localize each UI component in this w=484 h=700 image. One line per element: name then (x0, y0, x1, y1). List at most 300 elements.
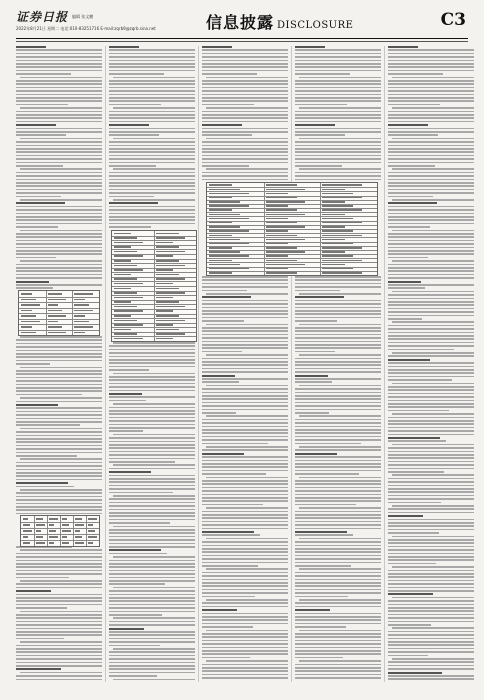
text-line (20, 138, 102, 140)
text-line (295, 633, 381, 635)
text-line (388, 440, 446, 442)
text-line (295, 364, 381, 366)
text-line (109, 87, 195, 89)
text-line (202, 117, 288, 119)
text-line (109, 546, 195, 548)
text-line (109, 420, 195, 422)
text-line (295, 90, 381, 92)
text-line (16, 104, 68, 106)
text-line (202, 494, 288, 496)
text-line (388, 311, 474, 313)
text-line (299, 507, 381, 509)
text-line (388, 529, 474, 531)
text-line (202, 402, 288, 404)
text-line (113, 373, 195, 375)
text-line (109, 532, 195, 534)
text-line (388, 209, 474, 211)
text-line (109, 624, 195, 626)
table-cell (209, 239, 240, 241)
table-cell (156, 233, 179, 235)
text-line (16, 452, 102, 454)
text-line (388, 172, 474, 174)
text-line (388, 49, 474, 51)
text-line (16, 73, 71, 75)
text-line (392, 138, 474, 140)
table-cell (156, 329, 179, 331)
table-cell (21, 304, 40, 306)
text-line (206, 324, 288, 326)
text-line (295, 162, 381, 164)
table-cell (75, 518, 82, 520)
text-line (388, 678, 474, 680)
text-line (20, 230, 102, 232)
text-line (295, 371, 381, 373)
table-cell (322, 209, 362, 211)
paragraph-heading (16, 590, 51, 592)
text-line (16, 634, 102, 636)
table-cell (266, 247, 297, 249)
text-line (109, 104, 161, 106)
text-line (16, 185, 102, 187)
text-line (20, 107, 102, 109)
text-line (16, 414, 102, 416)
text-line (20, 672, 102, 674)
table-cell (114, 306, 137, 308)
text-line (202, 572, 288, 574)
text-line (388, 56, 474, 58)
text-line (109, 206, 195, 208)
text-line (388, 607, 474, 609)
table-cell (114, 269, 143, 271)
text-line (295, 439, 381, 441)
text-line (295, 361, 381, 363)
table-cell (49, 542, 54, 544)
text-line (295, 73, 350, 75)
text-line (202, 490, 288, 492)
text-line (16, 377, 102, 379)
text-line (109, 492, 173, 494)
text-line (109, 553, 167, 555)
text-line (202, 647, 288, 649)
text-line (202, 83, 288, 85)
text-line (295, 165, 342, 167)
text-line (109, 352, 195, 354)
table-cell (88, 524, 93, 526)
paragraph-heading (295, 124, 335, 126)
text-line (109, 611, 195, 613)
text-line (16, 560, 102, 562)
table-cell (209, 255, 249, 257)
text-line (16, 277, 102, 279)
text-line (109, 668, 195, 670)
column-divider (198, 46, 199, 682)
text-line (202, 579, 288, 581)
text-line (20, 458, 102, 460)
table-row-divider (19, 308, 99, 309)
text-line (16, 287, 53, 289)
text-line (109, 226, 151, 228)
text-line (295, 602, 381, 604)
text-line (109, 356, 195, 358)
text-line (109, 447, 195, 449)
text-line (388, 308, 474, 310)
text-line (202, 172, 288, 174)
text-line (109, 536, 195, 538)
table-cell (48, 293, 63, 295)
paragraph-heading (202, 124, 242, 126)
text-line (388, 563, 436, 565)
text-line (109, 94, 195, 96)
text-line (202, 412, 236, 414)
text-line (202, 87, 288, 89)
text-line (295, 640, 381, 642)
text-line (109, 53, 195, 55)
text-line (16, 247, 102, 249)
text-line (202, 497, 288, 499)
text-line (20, 199, 102, 201)
text-line (388, 580, 474, 582)
text-line (388, 97, 474, 99)
table-cell (75, 536, 82, 538)
text-line (16, 465, 102, 467)
text-line (388, 461, 474, 463)
text-line (295, 562, 381, 564)
text-line (16, 553, 102, 555)
table-cell (209, 272, 232, 274)
text-line (202, 589, 288, 591)
text-line (16, 506, 102, 508)
text-line (113, 617, 195, 619)
text-line (202, 409, 288, 411)
text-line (16, 624, 102, 626)
text-line (16, 441, 102, 443)
text-line (109, 192, 195, 194)
text-line (295, 582, 381, 584)
text-line (388, 549, 474, 551)
text-line (295, 426, 381, 428)
text-line (392, 505, 474, 507)
table-cell (114, 237, 137, 239)
text-line (295, 677, 381, 679)
table-cell (36, 536, 43, 538)
text-line (388, 298, 474, 300)
table-cell (62, 530, 71, 532)
text-line (295, 589, 381, 591)
data-table (111, 230, 197, 342)
text-line (295, 300, 381, 302)
text-line (16, 563, 102, 565)
text-line (295, 313, 381, 315)
section-title-cn: 信息披露 (206, 13, 275, 32)
text-line (109, 583, 165, 585)
text-line (202, 650, 288, 652)
paragraph-heading (295, 375, 328, 377)
page-header (16, 8, 468, 42)
text-line (16, 360, 102, 362)
text-line (113, 679, 195, 681)
text-line (202, 378, 288, 380)
table-cell (156, 288, 179, 290)
table-cell (74, 326, 93, 328)
text-line (388, 90, 474, 92)
paragraph-heading (295, 46, 325, 48)
table-cell (322, 272, 362, 274)
text-line (388, 196, 433, 198)
table-cell (114, 338, 143, 340)
text-line (202, 134, 252, 136)
text-line (388, 464, 474, 466)
text-line (16, 284, 102, 286)
text-line (16, 80, 102, 82)
table-cell (156, 274, 179, 276)
text-line (295, 368, 381, 370)
table-cell (266, 197, 297, 199)
text-line (109, 128, 195, 130)
text-line (392, 321, 474, 323)
text-line (109, 413, 195, 415)
text-line (388, 502, 441, 504)
table-cell (114, 242, 143, 244)
table-cell (48, 310, 63, 312)
table-cell (74, 332, 85, 334)
table-cell (21, 299, 36, 301)
text-line (388, 104, 440, 106)
text-line (388, 478, 474, 480)
table-cell (322, 268, 353, 270)
paragraph-heading (16, 124, 56, 126)
text-line (295, 497, 381, 499)
text-line (202, 63, 288, 65)
text-line (202, 121, 288, 123)
text-line (16, 577, 69, 579)
text-line (202, 73, 257, 75)
text-line (202, 371, 288, 373)
text-line (295, 317, 381, 319)
text-line (295, 463, 381, 465)
text-line (109, 427, 195, 429)
text-line (202, 456, 288, 458)
table-cell (209, 184, 232, 186)
text-line (109, 441, 195, 443)
text-line (202, 528, 288, 530)
table-cell (48, 321, 59, 323)
text-line (388, 600, 474, 602)
text-line (388, 651, 474, 653)
text-line (16, 56, 102, 58)
text-line (295, 83, 381, 85)
text-line (295, 409, 381, 411)
text-line (202, 175, 288, 177)
text-line (388, 213, 474, 215)
text-line (109, 638, 195, 640)
text-line (388, 675, 474, 677)
table-column-divider (47, 516, 48, 546)
text-line (109, 56, 195, 58)
table-cell (209, 235, 232, 237)
paragraph-heading (388, 359, 430, 361)
text-line (16, 66, 102, 68)
text-line (202, 388, 288, 390)
text-line (109, 131, 195, 133)
table-cell (48, 304, 59, 306)
text-line (109, 662, 195, 664)
text-line (206, 77, 288, 79)
text-line (295, 388, 381, 390)
text-line (388, 111, 474, 113)
text-line (388, 189, 474, 191)
paragraph-heading (16, 46, 46, 48)
paragraph-heading (388, 281, 421, 283)
text-line (202, 439, 288, 441)
text-line (299, 599, 381, 601)
text-line (16, 158, 102, 160)
text-line (109, 209, 195, 211)
text-line (295, 548, 381, 550)
text-line (202, 179, 288, 181)
text-line (295, 148, 381, 150)
text-line (16, 131, 102, 133)
text-line (388, 219, 474, 221)
text-line (388, 624, 431, 626)
text-line (202, 626, 253, 628)
text-line (295, 290, 340, 292)
text-line (392, 77, 474, 79)
text-line (295, 555, 381, 557)
table-cell (266, 260, 297, 262)
text-line (109, 407, 195, 409)
text-line (20, 549, 102, 551)
text-line (388, 355, 474, 357)
text-line (16, 509, 102, 511)
text-line (295, 117, 381, 119)
text-line (202, 470, 288, 472)
text-line (113, 648, 195, 650)
text-line (20, 367, 102, 369)
text-line (388, 94, 474, 96)
text-line (202, 148, 288, 150)
text-line (388, 315, 474, 317)
table-cell (74, 299, 85, 301)
text-line (295, 670, 381, 672)
text-line (388, 332, 474, 334)
text-line (388, 430, 474, 432)
text-line (109, 386, 195, 388)
table-column-divider (154, 231, 155, 341)
text-line (109, 362, 195, 364)
text-line (392, 383, 474, 385)
text-line (16, 665, 102, 667)
table-cell (88, 518, 97, 520)
text-line (388, 471, 444, 473)
text-line (16, 175, 102, 177)
paragraph-heading (295, 609, 330, 611)
text-line (202, 541, 288, 543)
text-line (295, 623, 381, 625)
text-line (109, 519, 195, 521)
text-line (16, 486, 74, 488)
text-line (16, 134, 66, 136)
text-line (109, 165, 156, 167)
text-line (202, 80, 288, 82)
text-line (202, 432, 288, 434)
text-line (109, 196, 154, 198)
text-line (109, 481, 195, 483)
text-line (206, 354, 288, 356)
text-line (388, 267, 474, 269)
table-column-divider (264, 183, 265, 275)
text-line (16, 233, 102, 235)
table-cell (75, 524, 84, 526)
table-cell (114, 283, 143, 285)
text-line (202, 555, 288, 557)
text-line (295, 653, 381, 655)
text-line (16, 621, 102, 623)
table-cell (322, 197, 362, 199)
text-line (388, 131, 474, 133)
text-line (202, 619, 288, 621)
text-line (202, 449, 288, 451)
text-line (388, 182, 474, 184)
text-line (206, 477, 288, 479)
table-cell (114, 320, 137, 322)
text-line (299, 138, 381, 140)
text-line (295, 283, 381, 285)
text-line (113, 587, 195, 589)
text-line (113, 199, 195, 201)
text-line (109, 148, 195, 150)
text-line (388, 175, 474, 177)
text-line (16, 587, 102, 589)
text-line (202, 653, 288, 655)
header-rule (16, 38, 468, 39)
table-cell (114, 329, 131, 331)
text-line (295, 558, 381, 560)
text-line (388, 410, 449, 412)
text-line (109, 539, 195, 541)
text-line (295, 575, 381, 577)
text-line (20, 428, 102, 430)
text-line (388, 539, 474, 541)
table-cell (48, 299, 67, 301)
text-line (20, 397, 102, 399)
text-line (202, 558, 288, 560)
text-line (109, 49, 195, 51)
text-line (295, 613, 381, 615)
table-column-divider (60, 516, 61, 546)
text-line (16, 407, 102, 409)
text-line (295, 412, 329, 414)
table-cell (114, 292, 137, 294)
text-line (295, 134, 345, 136)
text-line (295, 94, 381, 96)
text-line (16, 600, 102, 602)
text-line (295, 97, 381, 99)
text-line (299, 354, 381, 356)
text-line (388, 236, 474, 238)
text-line (16, 445, 102, 447)
text-line (388, 488, 474, 490)
text-line (202, 141, 288, 143)
text-line (295, 334, 381, 336)
text-line (109, 461, 175, 463)
table-cell (48, 332, 67, 334)
text-line (202, 145, 288, 147)
text-line (109, 179, 195, 181)
table-cell (322, 239, 345, 241)
text-line (295, 545, 381, 547)
table-column-divider (72, 291, 73, 335)
text-line (295, 541, 381, 543)
